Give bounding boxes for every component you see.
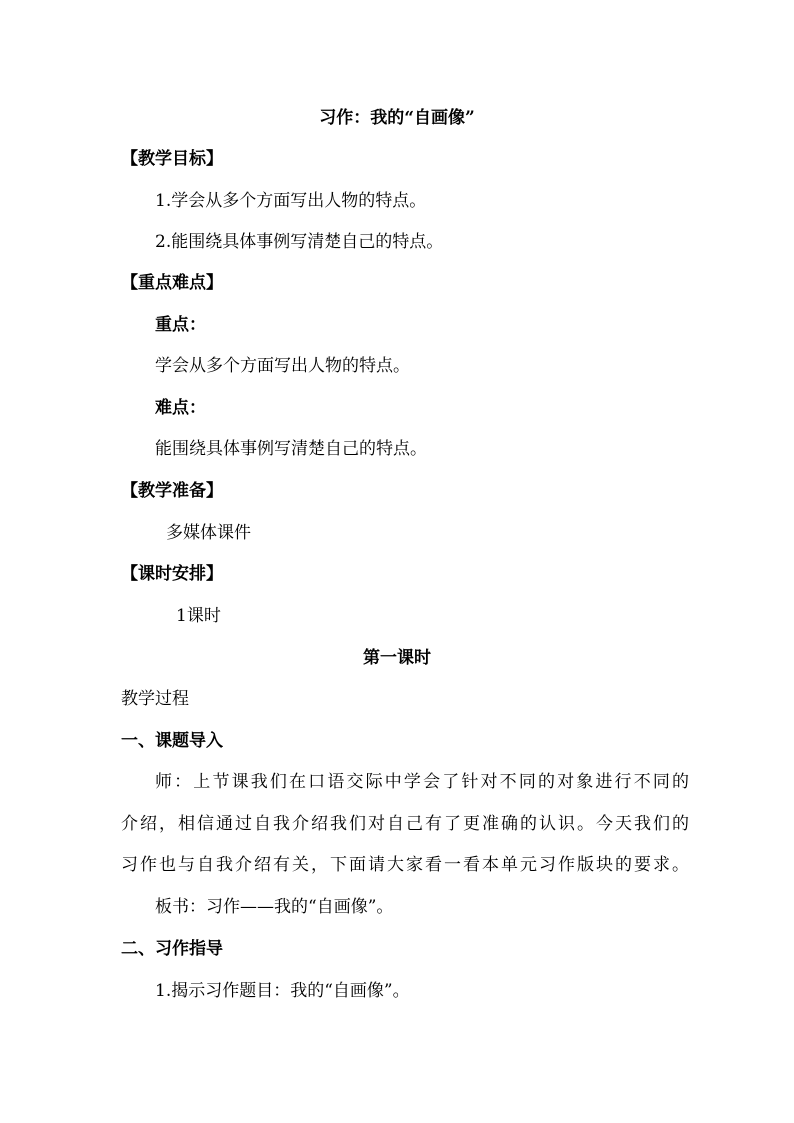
key-point-text: 学会从多个方面写出人物的特点。	[155, 356, 410, 376]
objective-item: 2.能围绕具体事例写清楚自己的特点。	[155, 232, 444, 252]
difficult-point-text: 能围绕具体事例写清楚自己的特点。	[155, 439, 427, 459]
paragraph-line: 介绍，相信通过自我介绍我们对自己有了更准确的认识。今天我们的	[121, 814, 689, 834]
part1-heading: 一、课题导入	[121, 731, 223, 751]
part2-heading: 二、习作指导	[121, 939, 223, 959]
key-point-label: 重点：	[155, 315, 206, 335]
paragraph-line: 师：上节课我们在口语交际中学会了针对不同的对象进行不同的	[155, 772, 689, 792]
process-label: 教学过程	[121, 689, 189, 709]
paragraph-line: 习作也与自我介绍有关，下面请大家看一看本单元习作版块的要求。	[121, 855, 689, 875]
difficult-point-label: 难点：	[155, 398, 206, 418]
schedule-text: 1课时	[176, 606, 221, 626]
objectives-heading: 【教学目标】	[121, 149, 223, 169]
document-title: 习作：我的“自画像”	[319, 108, 475, 128]
objective-item: 1.学会从多个方面写出人物的特点。	[155, 191, 427, 211]
key-points-heading: 【重点难点】	[121, 273, 223, 293]
schedule-heading: 【课时安排】	[121, 564, 223, 584]
preparation-text: 多媒体课件	[166, 523, 251, 543]
lesson-title: 第一课时	[363, 648, 431, 668]
board-writing: 板书：习作——我的“自画像”。	[155, 897, 394, 917]
guidance-item: 1.揭示习作题目：我的“自画像”。	[155, 981, 410, 1001]
preparation-heading: 【教学准备】	[121, 481, 223, 501]
